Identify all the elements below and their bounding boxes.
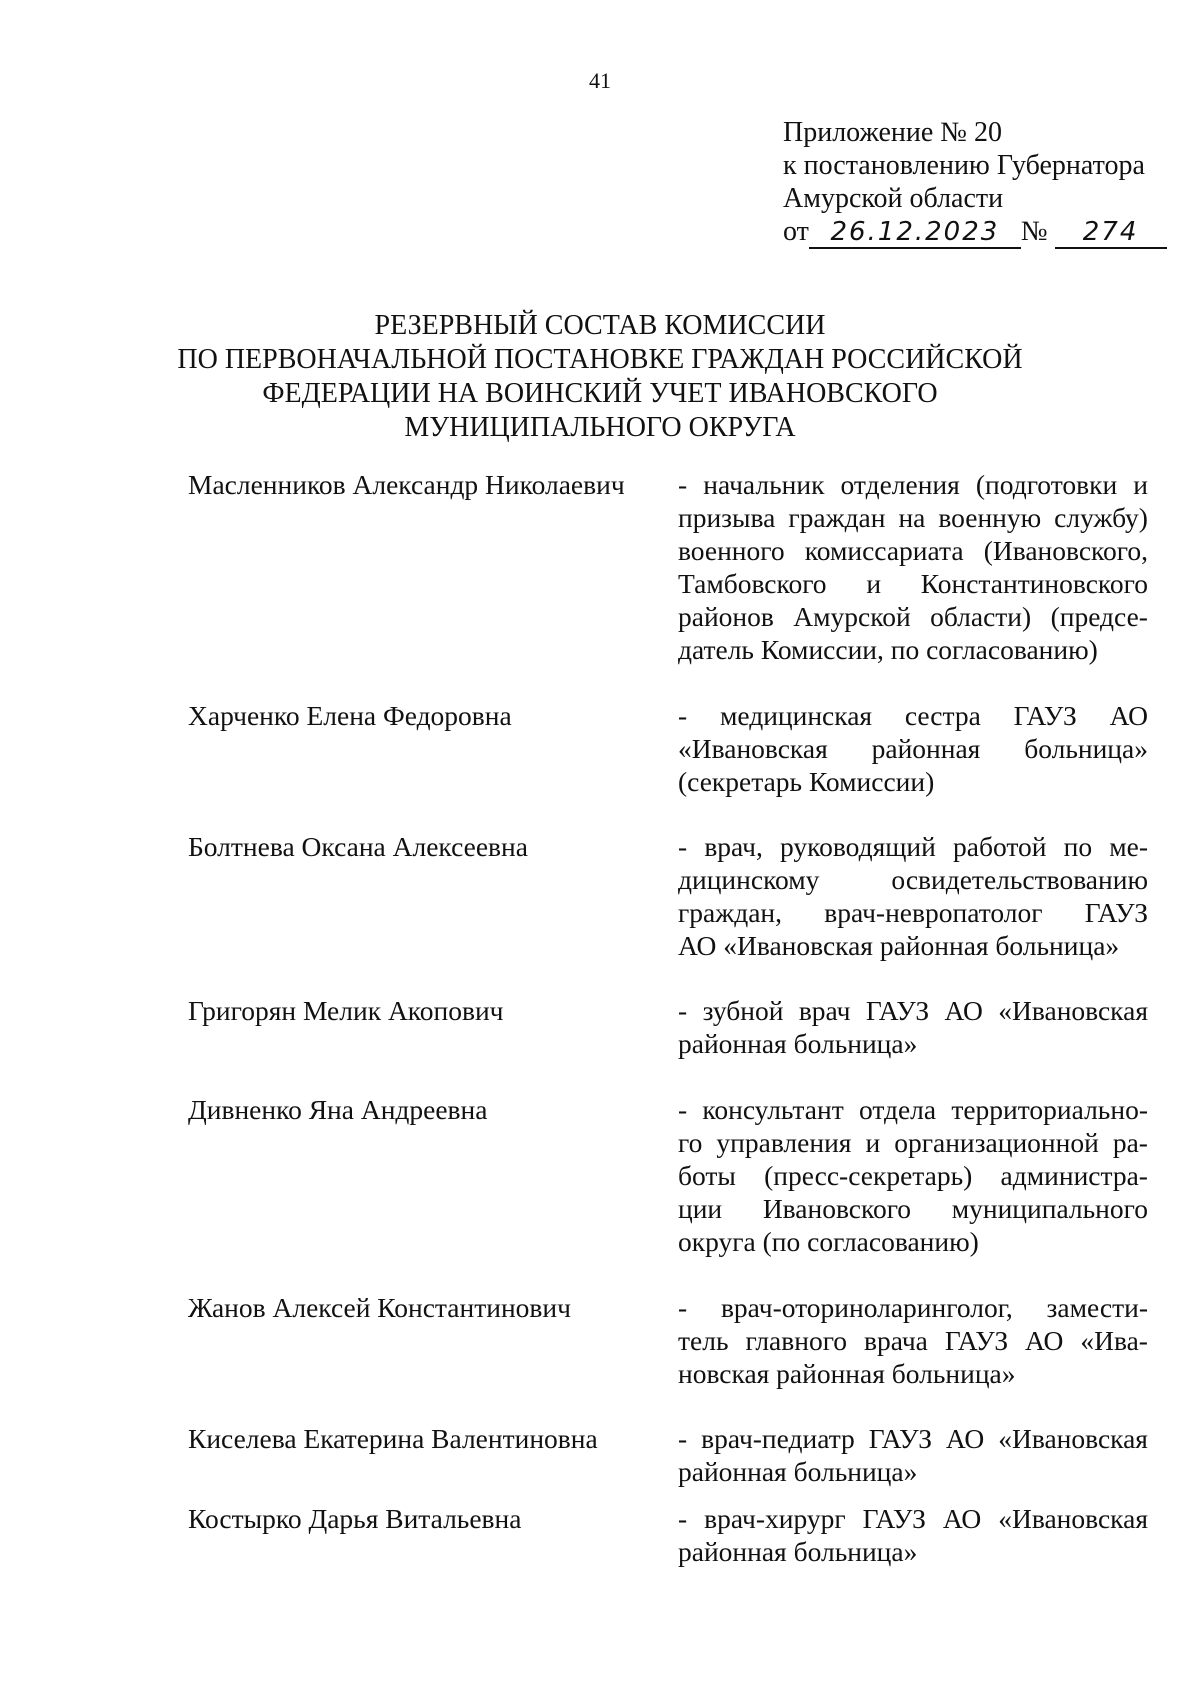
role-line [678,1324,1148,1357]
role-word: боты [678,1160,736,1191]
role-word: ГАУЗ [862,1503,926,1534]
appendix-subtitle: к постановлению Губернатора [783,150,1145,181]
role-word: (Ивановского, [983,535,1148,566]
role-word: АО [1109,700,1148,731]
appendix-block [783,116,1183,249]
role-line [678,1502,1148,1535]
role-word: и [866,568,882,599]
title-line: ПО ПЕРВОНАЧАЛЬНОЙ ПОСТАНОВКЕ ГРАЖДАН РОССИЙСКОЙ [177,344,1023,375]
role-word: районов [678,601,774,632]
member-entry [188,994,1148,1093]
role-word: дицинскому [678,864,820,895]
role-word: ме- [1109,831,1148,862]
member-name: Жанов Алексей Константинович [188,1292,571,1323]
role-word: больница» [1024,733,1148,764]
role-word: управления [716,1127,852,1158]
role-word: освидетельствованию [891,864,1148,895]
role-line [678,600,1148,633]
role-line: районная больница» [678,1028,918,1059]
role-word: организационной [894,1127,1099,1158]
role-word: «Ивановская [998,1503,1148,1534]
members-list [188,468,1148,1582]
document-title [0,309,1200,445]
role-word: муниципального [951,1193,1148,1224]
member-entry [188,699,1148,830]
role-word: администра- [1000,1160,1148,1191]
role-line [678,732,1148,765]
role-word: «Ивановская [998,995,1148,1026]
role-word: ра- [1112,1127,1148,1158]
role-word: медицинская [719,700,873,731]
member-entry [188,468,1148,699]
role-line: (секретарь Комиссии) [678,766,935,797]
role-word: отделения [840,469,960,500]
title-line: ФЕДЕРАЦИИ НА ВОИНСКИЙ УЧЕТ ИВАНОВСКОГО [262,378,938,409]
role-word: работой [953,831,1047,862]
role-word: комиссариата [804,535,964,566]
role-word: на [898,502,926,533]
role-word: территориально- [951,1094,1148,1125]
handwritten-number: 274 [1055,217,1167,249]
role-word: АО [945,1423,985,1454]
appendix-region: Амурской области [783,183,1004,214]
member-role [678,1502,1148,1582]
member-role [678,699,1148,830]
role-word: ГАУЗ [1084,897,1148,928]
member-name: Болтнева Оксана Алексеевна [188,831,528,862]
role-line [678,863,1148,896]
role-word: - [678,1423,688,1454]
role-word: военную [938,502,1042,533]
role-line [678,501,1148,534]
number-label: № [1020,216,1048,247]
role-word: АО [1025,1325,1064,1356]
role-word: ГАУЗ [868,1423,932,1454]
role-word: го [678,1127,703,1158]
role-word: призыва [678,502,776,533]
role-line [678,1291,1148,1324]
from-label: от [783,216,809,247]
role-word: по [1063,831,1093,862]
role-word: «Ивановская [998,1423,1148,1454]
member-entry [188,1093,1148,1291]
role-line [678,1192,1148,1225]
role-word: отдела [858,1094,937,1125]
role-line [678,994,1148,1027]
role-word: - [678,1503,688,1534]
role-word: военного [678,535,785,566]
member-name: Костырко Дарья Витальевна [188,1503,522,1534]
role-word: врач-хирург [704,1503,846,1534]
handwritten-date: 26.12.2023 [809,217,1021,249]
role-word: врач-невропатолог [824,897,1043,928]
role-word: зубной [702,995,784,1026]
role-line [678,1422,1148,1455]
role-word: - [678,469,688,500]
member-name: Киселева Екатерина Валентиновна [188,1423,598,1454]
role-word: - [678,831,688,862]
role-word: ции [678,1193,723,1224]
page-number: 41 [589,68,611,93]
role-line [678,1126,1148,1159]
member-role [678,830,1148,994]
role-line: районная больница» [678,1536,918,1567]
role-word: ГАУЗ [944,1325,1009,1356]
member-role [678,1291,1148,1422]
role-word: «Ива- [1080,1325,1148,1356]
appendix-title: Приложение № 20 [783,117,1002,148]
role-word: ГАУЗ [1013,700,1077,731]
role-line: районная больница» [678,1456,918,1487]
member-name: Григорян Мелик Акопович [188,995,504,1026]
member-name: Дивненко Яна Андреевна [188,1094,488,1125]
role-word: врач-оториноларинголог, [720,1292,1013,1323]
role-word: - [678,1094,688,1125]
member-entry [188,830,1148,994]
role-word: тель [678,1325,729,1356]
role-word: врач, [704,831,763,862]
role-word: районная [871,733,981,764]
role-word: (пресс-секретарь) [764,1160,973,1191]
role-word: и [1133,469,1148,500]
role-word: - [678,1292,688,1323]
role-word: службу) [1054,502,1148,533]
role-word: и [865,1127,881,1158]
role-word: (предсе- [1050,601,1148,632]
role-word: области) [930,601,1032,632]
role-word: врач-педиатр [701,1423,855,1454]
role-word: Ивановского [762,1193,912,1224]
role-line: АО «Ивановская районная больница» [678,930,1120,961]
member-name: Харченко Елена Федоровна [188,700,512,731]
role-word: руководящий [780,831,936,862]
member-role [678,994,1148,1093]
role-word: - [678,995,688,1026]
role-word: Амурской [793,601,911,632]
role-word: врач [798,995,851,1026]
role-line [678,468,1148,501]
role-line [678,699,1148,732]
role-word: главного [745,1325,848,1356]
member-role [678,1093,1148,1291]
title-line: МУНИЦИПАЛЬНОГО ОКРУГА [404,412,796,443]
role-line [678,534,1148,567]
role-line: округа (по согласованию) [678,1226,979,1257]
role-word: АО [944,995,983,1026]
appendix-date-line [783,215,1183,249]
role-word: Константиновского [920,568,1148,599]
role-word: врача [864,1325,928,1356]
role-word: консультант [702,1094,844,1125]
member-role [678,468,1148,699]
role-word: «Ивановская [678,733,828,764]
role-word: замести- [1046,1292,1148,1323]
role-line: новская районная больница» [678,1358,1016,1389]
role-word: ГАУЗ [865,995,930,1026]
role-word: сестра [904,700,981,731]
role-line: датель Комиссии, по согласованию) [678,634,1098,665]
role-word: граждан [788,502,886,533]
title-line: РЕЗЕРВНЫЙ СОСТАВ КОМИССИИ [374,310,826,341]
role-word: Тамбовского [678,568,827,599]
role-line [678,567,1148,600]
role-word: АО [942,1503,982,1534]
role-line [678,1093,1148,1126]
role-line [678,896,1148,929]
role-line [678,830,1148,863]
role-word: - [678,700,688,731]
member-entry [188,1291,1148,1422]
member-entry [188,1422,1148,1502]
role-word: (подготовки [975,469,1118,500]
role-line [678,1159,1148,1192]
member-entry [188,1502,1148,1582]
member-name: Масленников Александр Николаевич [188,469,625,500]
role-word: начальник [703,469,825,500]
member-role [678,1422,1148,1502]
role-word: граждан, [678,897,783,928]
